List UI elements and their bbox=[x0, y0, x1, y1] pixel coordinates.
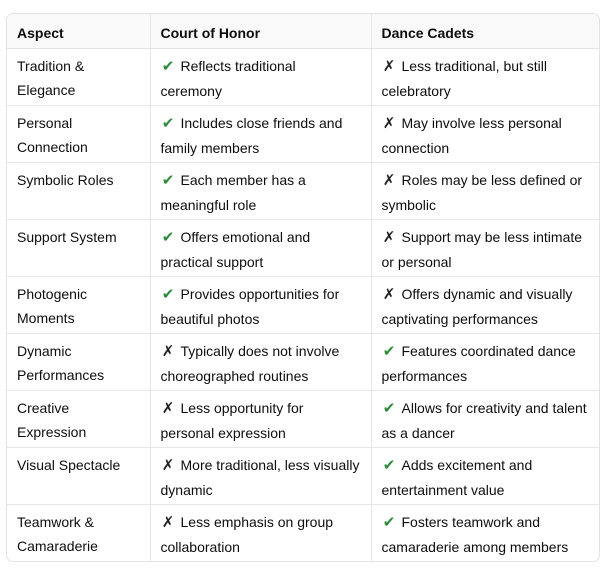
court-of-honor-cell bbox=[150, 48, 371, 105]
check-mark-icon: ✔ bbox=[161, 57, 175, 75]
cross-mark-icon: ✗ bbox=[382, 171, 396, 189]
dance-cadets-cell bbox=[371, 105, 600, 162]
aspect-cell: Tradition & Elegance bbox=[7, 48, 150, 105]
cell-text: Offers dynamic and visually captivating performances bbox=[381, 285, 573, 327]
table-row bbox=[7, 105, 600, 162]
dance-cadets-cell bbox=[371, 504, 600, 561]
cell-text: Less traditional, but still celebratory bbox=[381, 57, 548, 99]
header-aspect: Aspect bbox=[7, 14, 150, 48]
court-of-honor-cell bbox=[150, 333, 371, 390]
check-mark-icon: ✔ bbox=[161, 171, 175, 189]
comparison-table-container bbox=[6, 13, 600, 562]
aspect-cell: Symbolic Roles bbox=[7, 162, 150, 219]
table-row bbox=[7, 333, 600, 390]
table-row bbox=[7, 276, 600, 333]
cell-text: May involve less personal connection bbox=[381, 114, 562, 156]
cell-text: Adds excitement and entertainment value bbox=[381, 456, 533, 498]
court-of-honor-cell bbox=[150, 219, 371, 276]
court-of-honor-cell bbox=[150, 276, 371, 333]
cross-mark-icon: ✗ bbox=[161, 399, 175, 417]
check-mark-icon: ✔ bbox=[161, 114, 175, 132]
cell-text: Less opportunity for personal expression bbox=[160, 399, 304, 441]
aspect-cell: Dynamic Performances bbox=[7, 333, 150, 390]
cell-text: Provides opportunities for beautiful photos bbox=[160, 285, 340, 327]
aspect-cell: Visual Spectacle bbox=[7, 447, 150, 504]
cell-text: Support may be less intimate or personal bbox=[381, 228, 583, 270]
cell-text: Allows for creativity and talent as a dancer bbox=[381, 399, 587, 441]
cross-mark-icon: ✗ bbox=[161, 513, 175, 531]
cross-mark-icon: ✗ bbox=[382, 57, 396, 75]
header-court-of-honor: Court of Honor bbox=[150, 14, 371, 48]
cell-text: Features coordinated dance performances bbox=[381, 342, 576, 384]
cell-text: Reflects traditional ceremony bbox=[160, 57, 296, 99]
court-of-honor-cell bbox=[150, 504, 371, 561]
court-of-honor-cell bbox=[150, 447, 371, 504]
table-row bbox=[7, 162, 600, 219]
dance-cadets-cell bbox=[371, 48, 600, 105]
cell-text: Offers emotional and practical support bbox=[160, 228, 311, 270]
comparison-table bbox=[7, 14, 600, 561]
cross-mark-icon: ✗ bbox=[161, 456, 175, 474]
aspect-cell: Creative Expression bbox=[7, 390, 150, 447]
aspect-cell: Photogenic Moments bbox=[7, 276, 150, 333]
check-mark-icon: ✔ bbox=[382, 399, 396, 417]
check-mark-icon: ✔ bbox=[382, 513, 396, 531]
aspect-cell: Teamwork & Camaraderie bbox=[17, 513, 98, 554]
check-mark-icon: ✔ bbox=[382, 456, 396, 474]
dance-cadets-cell bbox=[371, 276, 600, 333]
court-of-honor-cell bbox=[150, 162, 371, 219]
table-row bbox=[7, 390, 600, 447]
court-of-honor-cell bbox=[150, 105, 371, 162]
cell-text: Less emphasis on group collaboration bbox=[160, 513, 334, 555]
check-mark-icon: ✔ bbox=[161, 285, 175, 303]
table-row bbox=[7, 48, 600, 105]
cell-text: Each member has a meaningful role bbox=[160, 171, 306, 213]
cross-mark-icon: ✗ bbox=[382, 228, 396, 246]
cross-mark-icon: ✗ bbox=[382, 114, 396, 132]
cross-mark-icon: ✗ bbox=[382, 285, 396, 303]
dance-cadets-cell bbox=[371, 390, 600, 447]
dance-cadets-cell bbox=[371, 447, 600, 504]
dance-cadets-cell bbox=[371, 219, 600, 276]
dance-cadets-cell bbox=[371, 162, 600, 219]
check-mark-icon: ✔ bbox=[382, 342, 396, 360]
check-mark-icon: ✔ bbox=[161, 228, 175, 246]
cross-mark-icon: ✗ bbox=[161, 342, 175, 360]
aspect-cell: Support System bbox=[7, 219, 150, 276]
table-row bbox=[7, 504, 600, 561]
table-header-row bbox=[7, 14, 600, 48]
aspect-cell: Personal Connection bbox=[7, 105, 150, 162]
cell-text: Fosters teamwork and camaraderie among members bbox=[381, 513, 569, 555]
table-row bbox=[7, 447, 600, 504]
dance-cadets-cell bbox=[371, 333, 600, 390]
cell-text: More traditional, less visually dynamic bbox=[160, 456, 360, 498]
table-row bbox=[7, 219, 600, 276]
court-of-honor-cell bbox=[150, 390, 371, 447]
cell-text: Includes close friends and family members bbox=[160, 114, 343, 156]
header-dance-cadets: Dance Cadets bbox=[371, 14, 600, 48]
cell-text: Typically does not involve choreographed routines bbox=[160, 342, 340, 384]
cell-text: Roles may be less defined or symbolic bbox=[381, 171, 583, 213]
